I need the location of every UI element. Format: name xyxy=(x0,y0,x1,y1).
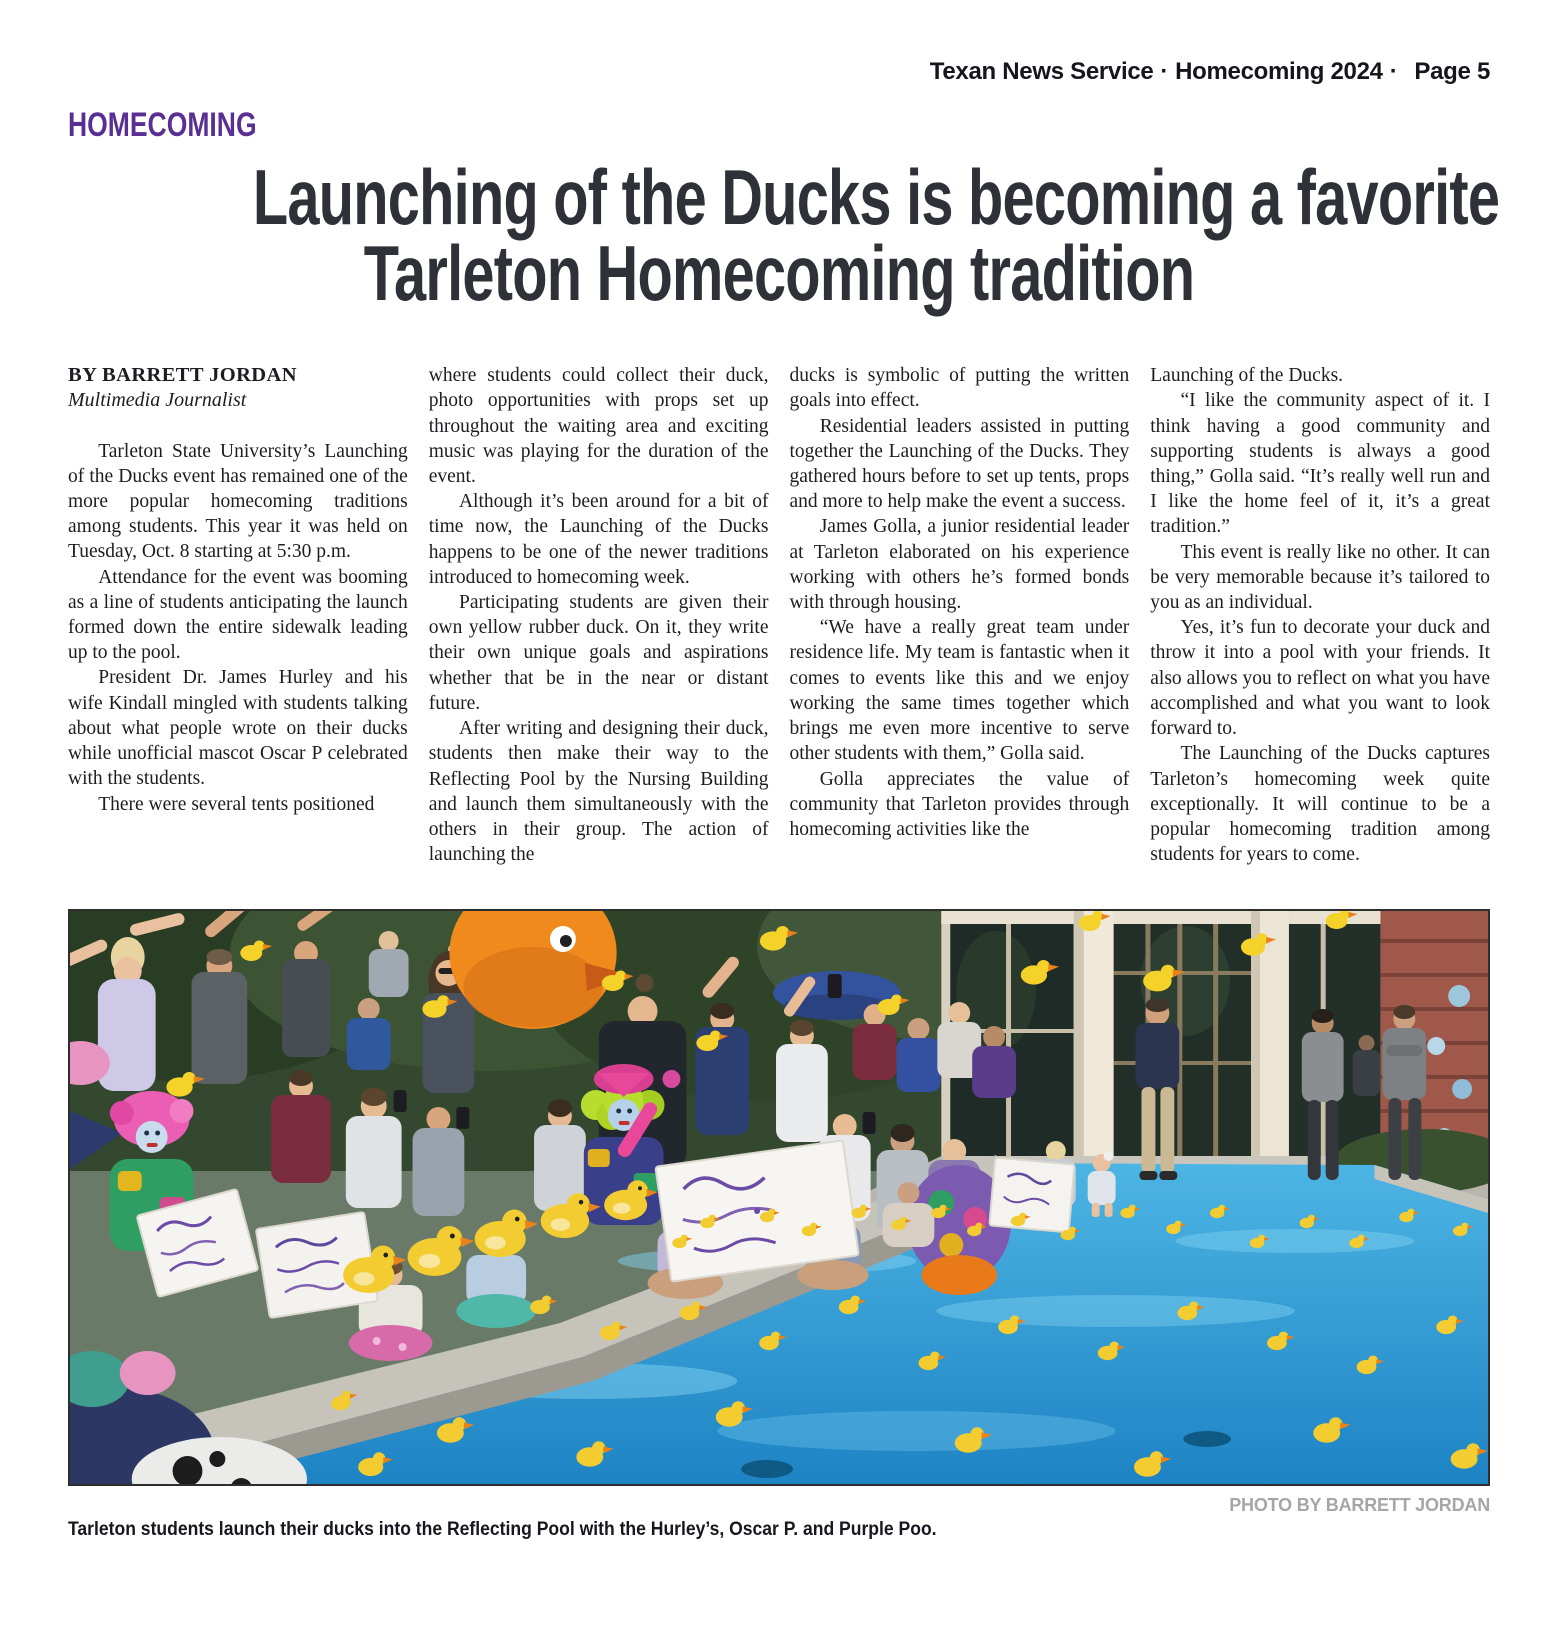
masthead-edition: Homecoming 2024 xyxy=(1175,58,1383,85)
paragraph: Residential leaders assisted in putting together the Launching of the Ducks. They gathered hours before to set up tents, props and more to help make the event a success. xyxy=(789,415,1130,513)
paragraph: Yes, it’s fun to decorate your duck and throw it into a pool with your friends. It also allows you to reflect on what you have accomplished and what you want to look forward to. xyxy=(1150,617,1490,740)
paragraph: Although it’s been around for a bit of time now, the Launching of the Ducks happens to be one of the newer traditions introduced to homecoming week. xyxy=(428,491,769,588)
photo-caption: Tarleton students launch their ducks into the Reflecting Pool with the Hurley’s, Oscar P. and Purple Poo. xyxy=(68,1518,937,1541)
masthead-separator: · xyxy=(1160,58,1169,85)
paragraph: There were several tents positioned xyxy=(98,793,375,815)
masthead-separator: · xyxy=(1389,58,1398,85)
paragraph: James Golla, a junior residential leader at Tarleton elaborated on his experience working with others he’s formed bonds with through housing. xyxy=(789,516,1130,614)
section-label: HOMECOMING xyxy=(68,106,257,144)
photo-credit: PHOTO BY BARRETT JORDAN xyxy=(1229,1495,1490,1516)
event-photo xyxy=(68,909,1490,1486)
headline xyxy=(68,153,1500,317)
masthead-publication: Texan News Service xyxy=(929,58,1154,85)
paragraph: “We have a really great team under residence life. My team is fantastic when it comes to events like this and we enjoy working the same times together which brings me even more incentive to serve other students with them,” Golla said. xyxy=(789,617,1130,765)
masthead-page-number: Page 5 xyxy=(1414,58,1490,85)
headline-line-2: Tarleton Homecoming tradition xyxy=(363,229,1195,317)
paragraph: Tarleton State University’s Launching of the Ducks event has remained one of the more popular homecoming traditions among students. This year it was held on Tuesday, Oct. 8 starting at 5:30 p.m. xyxy=(68,440,408,563)
paragraph: Participating students are given their own yellow rubber duck. On it, they write their own unique goals and aspirations whether that be in the near or distant future. xyxy=(428,592,769,714)
paragraph: “I like the community aspect of it. I think having a good community and supporting students is always a good thing,” Golla said. “It’s really well run and I like the home feel of it, it’s a great tradition.” xyxy=(1150,390,1490,538)
paragraph: Attendance for the event was booming as a line of students anticipating the launch formed down the entire sidewalk leading up to the pool. xyxy=(68,566,408,664)
newspaper-page xyxy=(68,0,1500,1541)
headline-line-1: Launching of the Ducks is becoming a favorite xyxy=(252,153,1500,241)
masthead xyxy=(68,0,1490,86)
byline-author: BY BARRETT JORDAN xyxy=(68,364,297,387)
paragraph: This event is really like no other. It can be very memorable because it’s tailored to you as an individual. xyxy=(1150,541,1490,614)
article-column-2 xyxy=(429,363,769,867)
photo-figure xyxy=(68,909,1490,1541)
paragraph: After writing and designing their duck, students then make their way to the Reflecting Pool by the Nursing Building and launch them simultaneously with the others in their group. The action of launching the xyxy=(428,718,769,866)
article-column-4 xyxy=(1150,363,1490,867)
article-column-1 xyxy=(68,363,408,867)
paragraph: President Dr. James Hurley and his wife Kindall mingled with students talking about what people wrote on their ducks while unofficial mascot Oscar P celebrated with the students. xyxy=(68,667,408,790)
paragraph: Launching of the Ducks. xyxy=(1150,365,1344,387)
paragraph: where students could collect their duck, photo opportunities with props set up throughout the waiting area and exciting music was playing for the duration of the event. xyxy=(428,365,769,488)
paragraph: ducks is symbolic of putting the written goals into effect. xyxy=(789,365,1130,412)
paragraph: Golla appreciates the value of community that Tarleton provides through homecoming activities like the xyxy=(789,768,1130,840)
article-body xyxy=(68,363,1490,867)
paragraph: The Launching of the Ducks captures Tarleton’s homecoming week quite exceptionally. It will continue to be a popular homecoming tradition among students for years to come. xyxy=(1150,743,1490,866)
byline-role: Multimedia Journalist xyxy=(68,389,247,412)
photo-illustration xyxy=(70,911,1488,1484)
article-column-3 xyxy=(790,363,1130,867)
